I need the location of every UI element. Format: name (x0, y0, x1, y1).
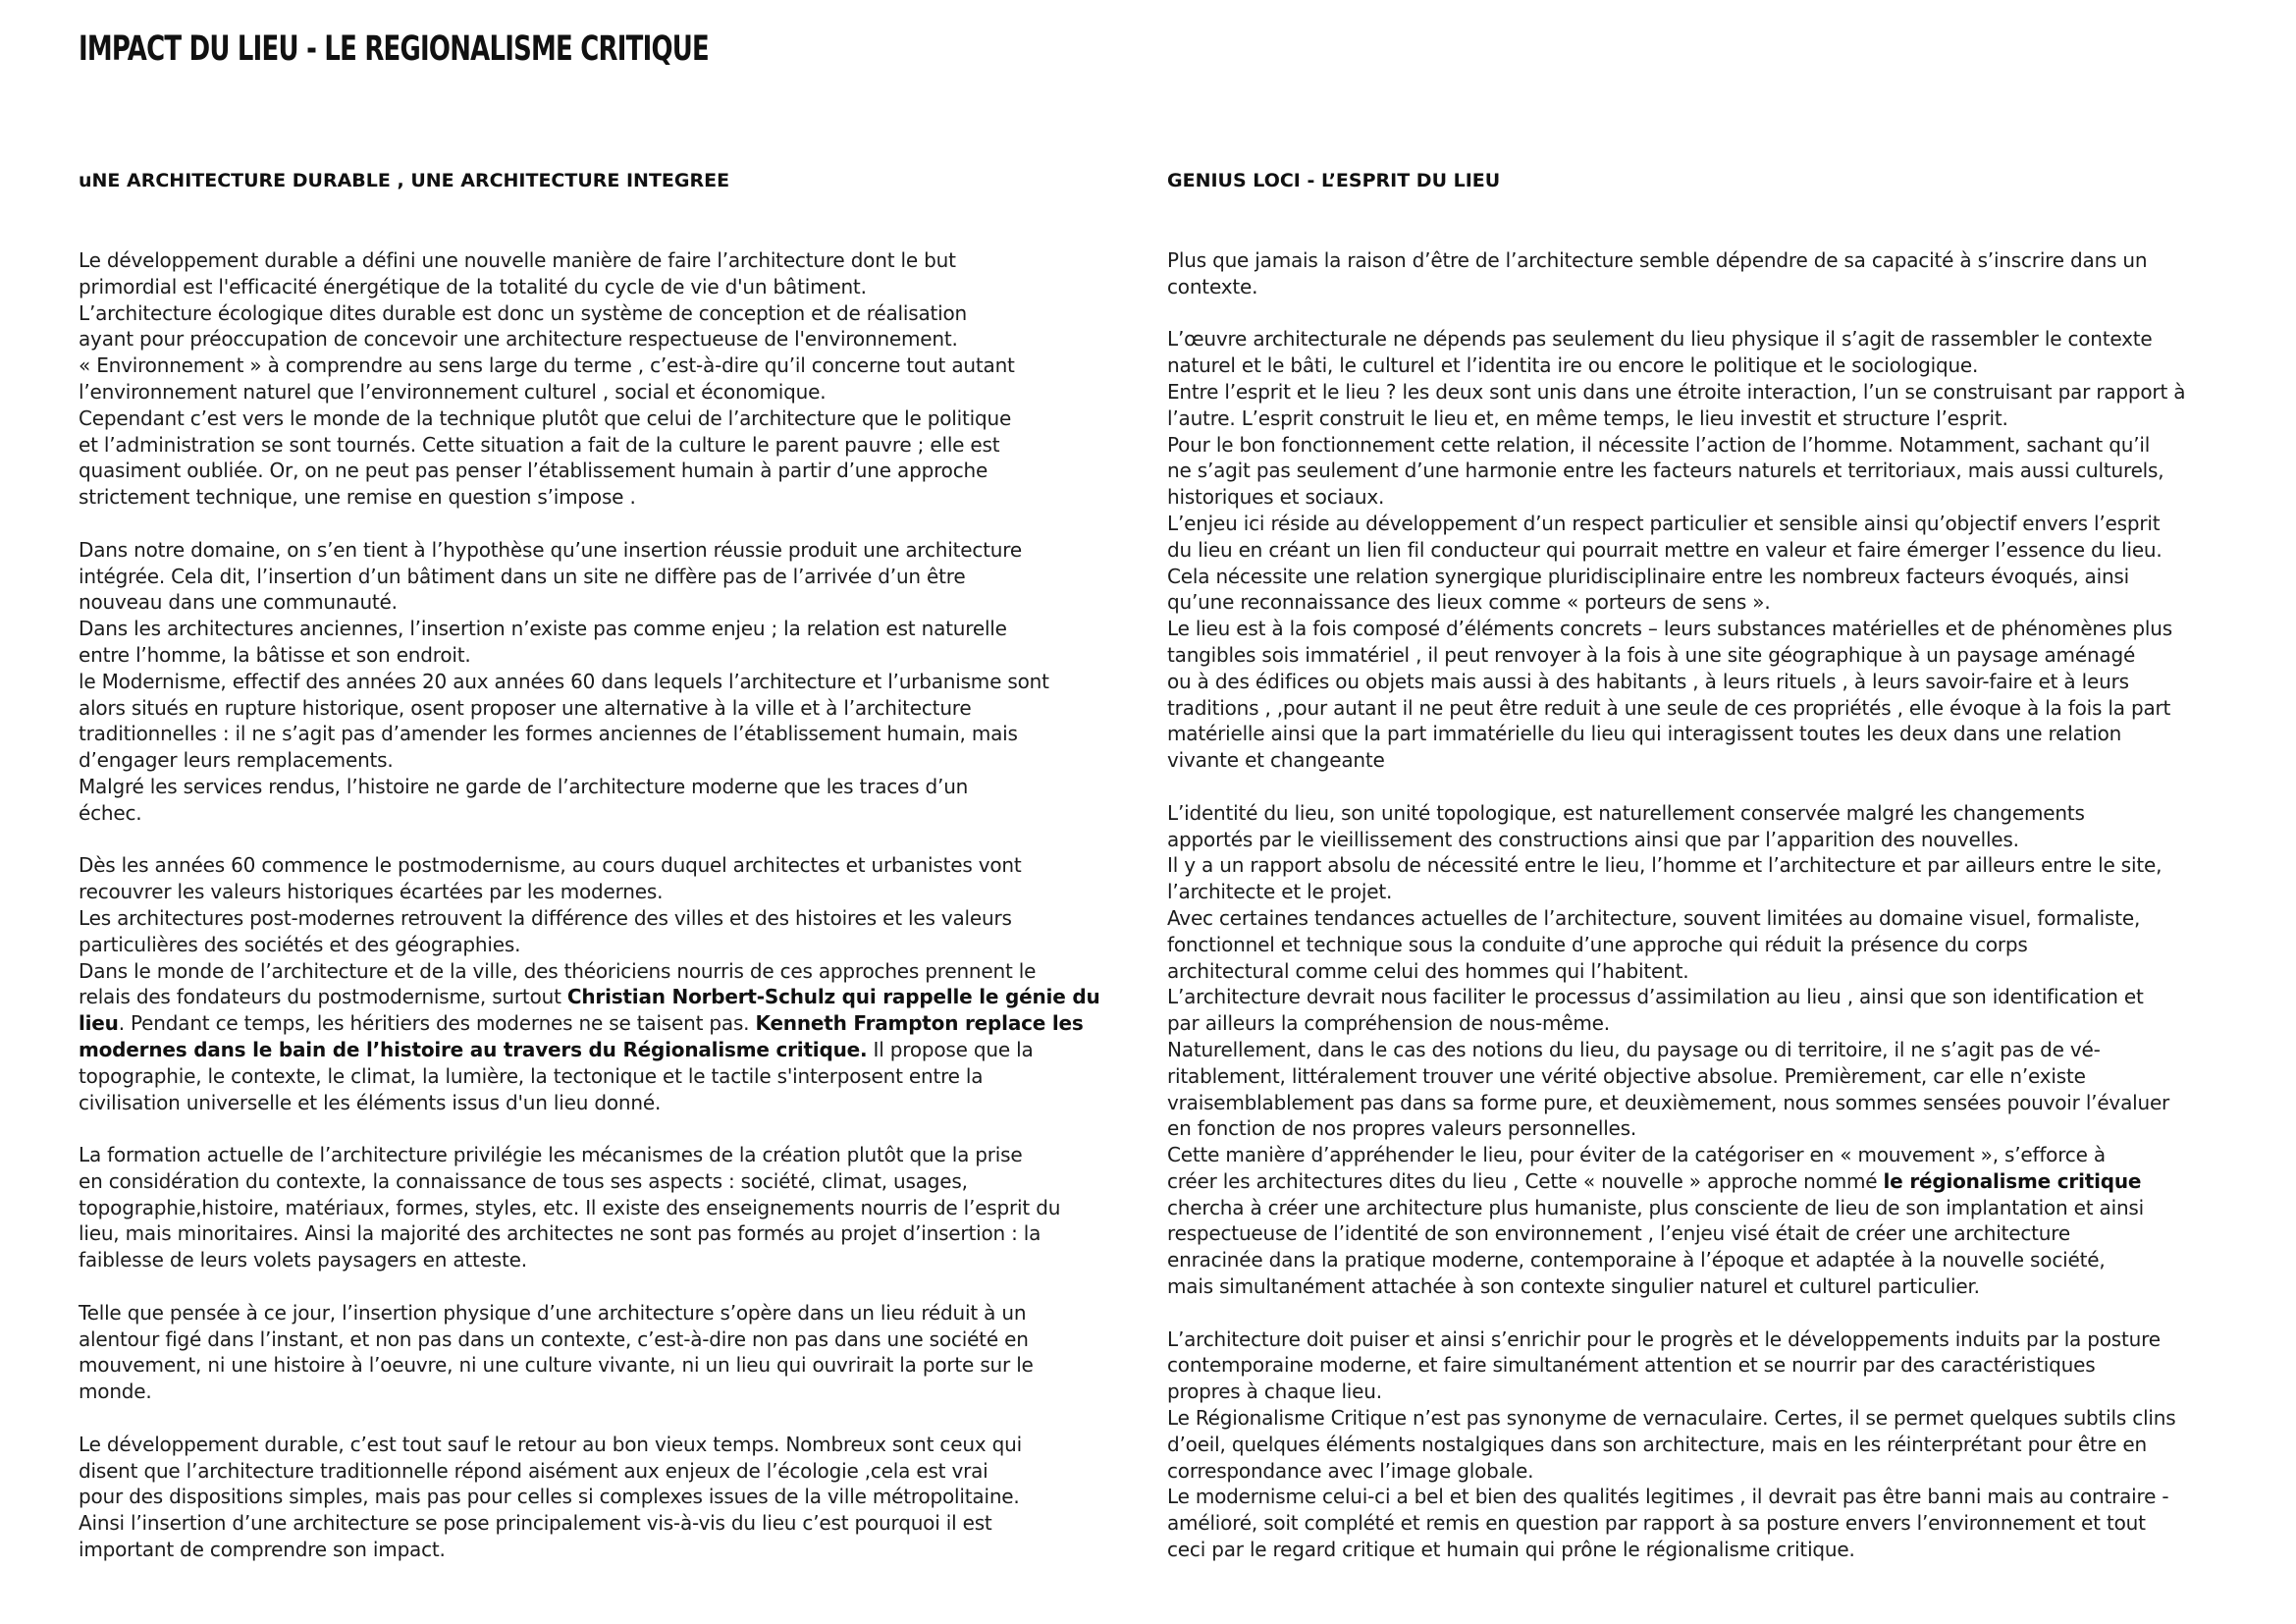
right-column (1167, 169, 2257, 1563)
text-line: « Environnement » à comprendre au sens large du terme , c’est-à-dire qu’il concerne tout autant (79, 353, 1015, 378)
text-line: Dès les années 60 commence le postmodernisme, au cours duquel architectes et urbanistes vont (79, 853, 1022, 878)
text-line: lieu, mais minoritaires. Ainsi la majorité des architectes ne sont pas formés au projet d’insertion : la (79, 1221, 1041, 1246)
text-line: qu’une reconnaissance des lieux comme « porteurs de sens ». (1167, 590, 1771, 615)
text-line: Dans notre domaine, on s’en tient à l’hypothèse qu’une insertion réussie produit une architecture (79, 537, 1022, 562)
bold-text-run: Christian Norbert-Schulz qui rappelle le génie du (566, 985, 1100, 1009)
text-line: mais simultanément attachée à son contexte singulier naturel et culturel particulier. (1167, 1274, 1980, 1299)
paragraph-gap (1167, 1300, 2257, 1326)
right-section-heading: GENIUS LOCI - L’ESPRIT DU LIEU (1167, 170, 1501, 191)
text-line: enracinée dans la pratique moderne, contemporaine à l’époque et adaptée à la nouvelle société, (1167, 1248, 2106, 1272)
text-line: alors situés en rupture historique, osent proposer une alternative à la ville et à l’architecture (79, 695, 972, 720)
text-line: Avec certaines tendances actuelles de l’architecture, souvent limitées au domaine visuel, formaliste, (1167, 905, 2141, 930)
paragraph-gap (1167, 300, 2257, 327)
text-line: d’engager leurs remplacements. (79, 748, 394, 773)
text-line: pour des dispositions simples, mais pas pour celles si complexes issues de la ville métropolitaine. (79, 1485, 1020, 1509)
text-line: naturel et le bâti, le culturel et l’identita ire ou encore le politique et le sociologique. (1167, 353, 1979, 378)
text-line: Le développement durable a défini une nouvelle manière de faire l’architecture dont le but (79, 248, 956, 272)
text-line: vivante et changeante (1167, 748, 1385, 773)
text-line: mouvement, ni une histoire à l’oeuvre, ni une culture vivante, ni un lieu qui ouvrirait la porte sur le (79, 1353, 1034, 1378)
paragraph-gap (79, 1273, 1139, 1300)
text-line: Le lieu est à la fois composé d’éléments concrets – leurs substances matérielles et de phénomènes plus (1167, 617, 2172, 641)
text-line: architectural comme celui des hommes qui l’habitent. (1167, 958, 1689, 983)
text-line: La formation actuelle de l’architecture privilégie les mécanismes de la création plutôt que la prise (79, 1143, 1023, 1167)
text-line: Dans le monde de l’architecture et de la ville, des théoriciens nourris de ces approches prennent le (79, 958, 1037, 983)
text-line: important de comprendre son impact. (79, 1538, 446, 1562)
page-title: IMPACT DU LIEU - LE REGIONALISME CRITIQUE (79, 29, 710, 69)
text-line: l’architecte et le projet. (1167, 880, 1393, 904)
text-line: contexte. (1167, 274, 1258, 298)
text-line: ayant pour préoccupation de concevoir une architecture respectueuse de l'environnement. (79, 327, 958, 352)
text-line: par ailleurs la compréhension de nous-même. (1167, 1011, 1610, 1036)
text-line: en considération du contexte, la connaissance de tous ses aspects : société, climat, usages, (79, 1168, 968, 1193)
text-line: L’architecture doit puiser et ainsi s’enrichir pour le progrès et le développements induits par la posture (1167, 1326, 2161, 1351)
text-run: Il propose que la (867, 1037, 1034, 1061)
text-line: traditionnelles : il ne s’agit pas d’amender les formes anciennes de l’établissement humain, mais (79, 722, 1018, 746)
paragraph-gap (79, 827, 1139, 853)
text-line: Malgré les services rendus, l’histoire ne garde de l’architecture moderne que les traces d’un (79, 774, 969, 798)
text-line: vraisemblablement pas dans sa forme pure, et deuxièmement, nous sommes sensées pouvoir l’évaluer (1167, 1090, 2170, 1114)
text-line (79, 1010, 1139, 1037)
text-line: et l’administration se sont tournés. Cette situation a fait de la culture le parent pauvre ; elle est (79, 432, 1000, 457)
text-line: correspondance avec l’image globale. (1167, 1458, 1534, 1483)
text-line: Cependant c’est vers le monde de la technique plutôt que celui de l’architecture que le politique (79, 406, 1012, 430)
text-line: d’oeil, quelques éléments nostalgiques dans son architecture, mais en les réinterprétant pour être en (1167, 1432, 2147, 1456)
text-line: Le modernisme celui-ci a bel et bien des qualités legitimes , il devrait pas être banni mais au contraire - (1167, 1485, 2169, 1509)
text-line: Le développement durable, c’est tout sauf le retour au bon vieux temps. Nombreux sont ceux qui (79, 1432, 1022, 1456)
text-line: en fonction de nos propres valeurs personnelles. (1167, 1116, 1637, 1141)
text-line: fonctionnel et technique sous la conduite d’une approche qui réduit la présence du corps (1167, 932, 2028, 956)
text-line: traditions , ,pour autant il ne peut être reduit à une seule de ces propriétés , elle évoque à la fois la part (1167, 695, 2171, 720)
text-line: nouveau dans une communauté. (79, 590, 398, 615)
text-line: apportés par le vieillissement des constructions ainsi que par l’apparition des nouvelles. (1167, 827, 2019, 851)
text-line: ritablement, littéralement trouver une vérité objective absolue. Premièrement, car elle n’existe (1167, 1063, 2086, 1088)
bold-text-run: le régionalisme critique (1883, 1168, 2142, 1193)
text-line: ne s’agit pas seulement d’une harmonie entre les facteurs naturels et territoriaux, mais aussi culturels, (1167, 459, 2164, 483)
text-line: ceci par le regard critique et humain qui prône le régionalisme critique. (1167, 1538, 1855, 1562)
text-line: faiblesse de leurs volets paysagers en atteste. (79, 1248, 527, 1272)
text-line: topographie,histoire, matériaux, formes, styles, etc. Il existe des enseignements nourris de l’esprit du (79, 1195, 1061, 1219)
text-line: particulières des sociétés et des géographies. (79, 932, 521, 956)
text-line: Naturellement, dans le cas des notions du lieu, du paysage ou di territoire, il ne s’agit pas de vé- (1167, 1037, 2101, 1061)
bold-text-run: Kenneth Frampton replace les (755, 1011, 1084, 1036)
text-line (1167, 1168, 2257, 1195)
text-run: créer les architectures dites du lieu , Cette « nouvelle » approche nommé (1167, 1168, 1884, 1193)
text-line: L’architecture écologique dites durable est donc un système de conception et de réalisation (79, 300, 968, 325)
text-line: civilisation universelle et les éléments issus d'un lieu donné. (79, 1090, 662, 1114)
paragraph-gap (79, 1405, 1139, 1432)
text-line: entre l’homme, la bâtisse et son endroit. (79, 642, 471, 667)
paragraph-gap (1167, 774, 2257, 800)
text-line: Telle que pensée à ce jour, l’insertion physique d’une architecture s’opère dans un lieu réduit à un (79, 1300, 1027, 1325)
text-line: du lieu en créant un lien fil conducteur qui pourrait mettre en valeur et faire émerger l’essence du lieu. (1167, 537, 2163, 562)
text-line: alentour figé dans l’instant, et non pas dans un contexte, c’est-à-dire non pas dans une société en (79, 1326, 1029, 1351)
text-line: primordial est l'efficacité énergétique de la totalité du cycle de vie d'un bâtiment. (79, 274, 867, 298)
text-line: chercha à créer une architecture plus humaniste, plus consciente de lieu de son implantation et ainsi (1167, 1195, 2145, 1219)
left-section-heading: uNE ARCHITECTURE DURABLE , UNE ARCHITECTURE INTEGREE (79, 170, 730, 191)
left-column (79, 169, 1139, 1563)
text-line: l’environnement naturel que l’environnement culturel , social et économique. (79, 379, 827, 404)
paragraph-gap (79, 511, 1139, 537)
text-line: amélioré, soit complété et remis en question par rapport à sa posture envers l’environnement et tout (1167, 1511, 2146, 1536)
text-line: Cela nécessite une relation synergique pluridisciplinaire entre les nombreux facteurs évoqués, ainsi (1167, 564, 2129, 588)
text-line: le Modernisme, effectif des années 20 aux années 60 dans lequels l’architecture et l’urbanisme sont (79, 669, 1049, 693)
text-line: strictement technique, une remise en question s’impose . (79, 485, 636, 510)
text-run: relais des fondateurs du postmodernisme, surtout (79, 985, 567, 1009)
left-body-text (79, 247, 1139, 1563)
text-line: L’enjeu ici réside au développement d’un respect particulier et sensible ainsi qu’objectif envers l’esprit (1167, 511, 2161, 535)
text-line: Le Régionalisme Critique n’est pas synonyme de vernaculaire. Certes, il se permet quelques subtils clins (1167, 1406, 2176, 1431)
text-line: Pour le bon fonctionnement cette relation, il nécessite l’action de l’homme. Notamment, sachant qu’il (1167, 432, 2151, 457)
text-line (79, 984, 1139, 1010)
text-line: recouvrer les valeurs historiques écartées par les modernes. (79, 880, 664, 904)
text-line: contemporaine moderne, et faire simultanément attention et se nourrir par des caractéristiques (1167, 1353, 2096, 1378)
text-line: Entre l’esprit et le lieu ? les deux sont unis dans une étroite interaction, l’un se construisant par rapport à (1167, 379, 2186, 404)
text-line: Il y a un rapport absolu de nécessité entre le lieu, l’homme et l’architecture et par ailleurs entre le site, (1167, 853, 2163, 878)
text-line: Plus que jamais la raison d’être de l’architecture semble dépendre de sa capacité à s’inscrire dans un (1167, 248, 2148, 272)
text-line: Ainsi l’insertion d’une architecture se pose principalement vis-à-vis du lieu c’est pourquoi il est (79, 1511, 992, 1536)
paragraph-gap (79, 1115, 1139, 1142)
text-line: topographie, le contexte, le climat, la lumière, la tectonique et le tactile s'interposent entre la (79, 1063, 984, 1088)
text-line: propres à chaque lieu. (1167, 1380, 1382, 1404)
text-line: historiques et sociaux. (1167, 485, 1385, 510)
text-line: Dans les architectures anciennes, l’insertion n’existe pas comme enjeu ; la relation est naturelle (79, 617, 1007, 641)
text-line (79, 1037, 1139, 1063)
text-line: L’architecture devrait nous faciliter le processus d’assimilation au lieu , ainsi que son identification et (1167, 985, 2144, 1009)
text-line: monde. (79, 1380, 152, 1404)
text-line: Les architectures post-modernes retrouvent la différence des villes et des histoires et les valeurs (79, 905, 1012, 930)
text-line: Cette manière d’appréhender le lieu, pour éviter de la catégoriser en « mouvement », s’efforce à (1167, 1143, 2106, 1167)
text-line: ou à des édifices ou objets mais aussi à des habitants , à leurs rituels , à leurs savoir-faire et à leurs (1167, 669, 2129, 693)
text-line: matérielle ainsi que la part immatérielle du lieu qui interagissent toutes les deux dans une relation (1167, 722, 2122, 746)
text-line: L’œuvre architecturale ne dépends pas seulement du lieu physique il s’agit de rassembler le contexte (1167, 327, 2153, 352)
text-run: . Pendant ce temps, les héritiers des modernes ne se taisent pas. (118, 1011, 756, 1036)
bold-text-run: modernes dans le bain de l’histoire au travers du Régionalisme critique. (79, 1037, 868, 1061)
text-line: échec. (79, 800, 142, 825)
text-line: quasiment oubliée. Or, on ne peut pas penser l’établissement humain à partir d’une approche (79, 459, 988, 483)
text-line: l’autre. L’esprit construit le lieu et, en même temps, le lieu investit et structure l’esprit. (1167, 406, 2008, 430)
text-line: tangibles sois immatériel , il peut renvoyer à la fois à une site géographique à un paysage aménagé (1167, 642, 2136, 667)
text-line: disent que l’architecture traditionnelle répond aisément aux enjeux de l’écologie ,cela est vrai (79, 1458, 988, 1483)
bold-text-run: lieu (79, 1011, 119, 1036)
text-line: intégrée. Cela dit, l’insertion d’un bâtiment dans un site ne diffère pas de l’arrivée d’un être (79, 564, 966, 588)
text-line: L’identité du lieu, son unité topologique, est naturellement conservée malgré les changements (1167, 800, 2085, 825)
text-line: respectueuse de l’identité de son environnement , l’enjeu visé était de créer une architecture (1167, 1221, 2070, 1246)
right-body-text (1167, 247, 2257, 1563)
